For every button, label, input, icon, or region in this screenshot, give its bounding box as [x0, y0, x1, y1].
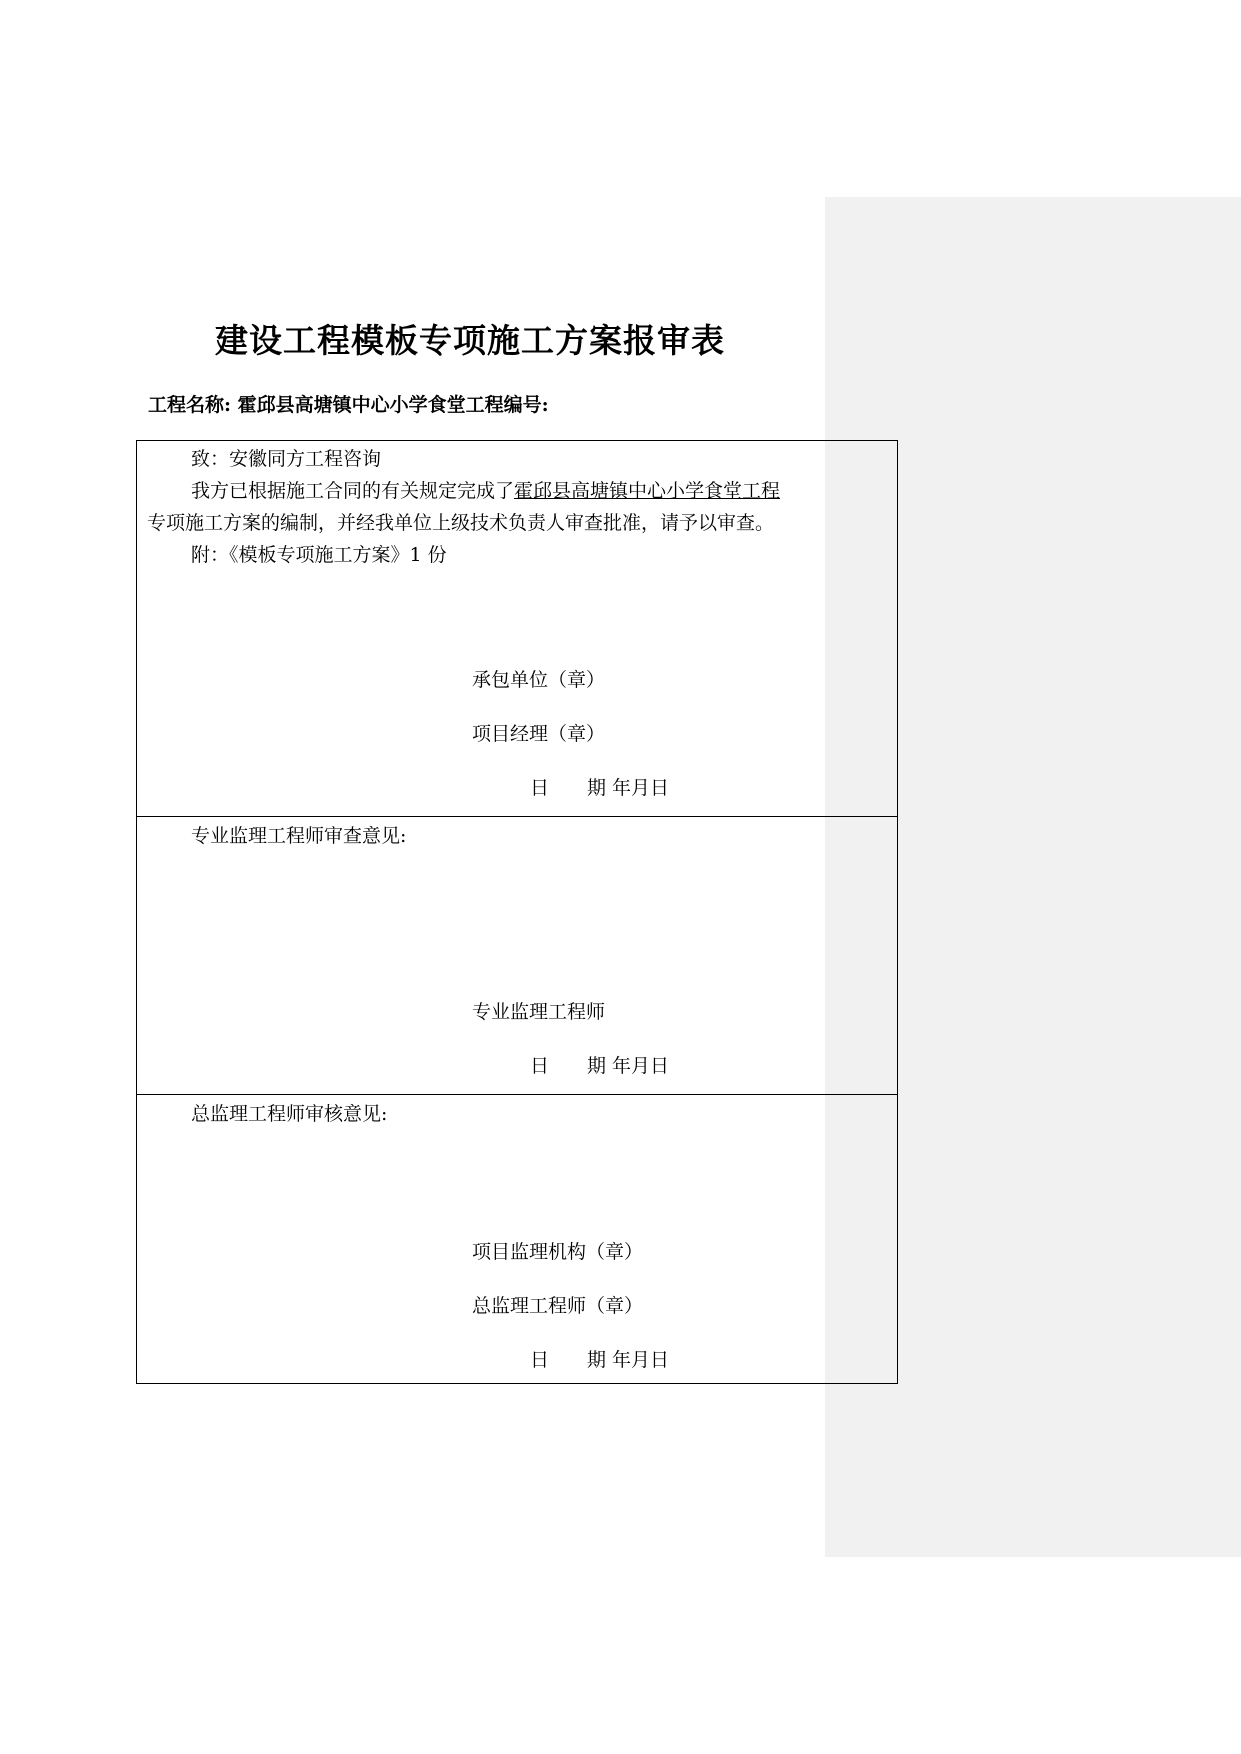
- contractor-submission-section: [137, 441, 897, 817]
- project-manager-seal-label: 项目经理（章）: [472, 723, 606, 745]
- chief-engineer-seal-label: 总监理工程师（章）: [472, 1295, 644, 1317]
- contractor-seal-label: 承包单位（章）: [472, 669, 606, 691]
- document-title: 建设工程模板专项施工方案报审表: [215, 321, 725, 360]
- submission-body-line1: [191, 479, 780, 503]
- engineer-review-heading: 专业监理工程师审查意见:: [191, 825, 407, 847]
- date-label: 日 期 年月日: [530, 1349, 670, 1371]
- engineer-review-section: [137, 816, 897, 1095]
- submission-body-line2: 专项施工方案的编制，并经我单位上级技术负责人审查批准，请予以审查。: [147, 512, 775, 534]
- body-project-name: 霍邱县高塘镇中心小学食堂工程: [514, 480, 781, 502]
- date-label: 日 期 年月日: [530, 1055, 670, 1077]
- review-form-table: [136, 440, 898, 1384]
- date-label: 日 期 年月日: [530, 777, 670, 799]
- project-name-line: 工程名称: 霍邱县高塘镇中心小学食堂工程编号:: [148, 394, 549, 416]
- engineer-signature-label: 专业监理工程师: [472, 1001, 606, 1023]
- chief-review-section: [137, 1094, 897, 1383]
- addressee-line: 致：安徽同方工程咨询: [191, 448, 382, 470]
- chief-review-heading: 总监理工程师审核意见:: [191, 1103, 388, 1125]
- supervision-institution-seal-label: 项目监理机构（章）: [472, 1241, 644, 1263]
- attachment-line: 附：《模板专项施工方案》1 份: [191, 544, 447, 566]
- body-prefix: 我方已根据施工合同的有关规定完成了: [191, 480, 515, 502]
